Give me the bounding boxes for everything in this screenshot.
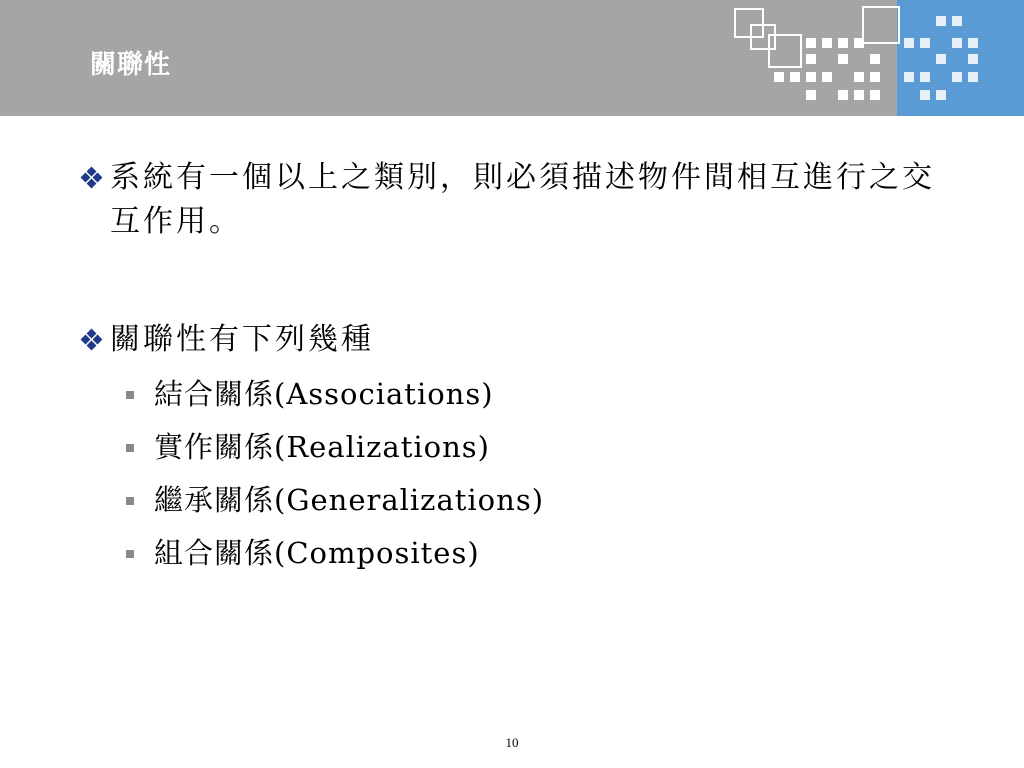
deco-square (822, 38, 832, 48)
deco-square (870, 54, 880, 64)
deco-square (854, 38, 864, 48)
slide-title: 關聯性 (90, 50, 172, 80)
deco-square (822, 72, 832, 82)
four-diamond-icon (76, 318, 110, 362)
deco-square (968, 38, 978, 48)
slide-header (0, 0, 1024, 116)
sub-bullet-text: 繼承關係(Generalizations) (154, 483, 545, 517)
square-bullet-icon (126, 444, 134, 452)
deco-square (968, 54, 978, 64)
deco-square (806, 72, 816, 82)
deco-square (838, 90, 848, 100)
deco-square (920, 38, 930, 48)
sub-bullet-text: 結合關係(Associations) (154, 377, 494, 411)
deco-square (904, 72, 914, 82)
square-bullet-icon (126, 550, 134, 558)
deco-square (854, 72, 864, 82)
deco-square (806, 90, 816, 100)
sub-bullet-item (126, 427, 490, 467)
sub-bullet-item (126, 533, 480, 573)
deco-outline-square (768, 34, 802, 68)
bullet-item (76, 318, 950, 362)
deco-square (806, 38, 816, 48)
deco-square (952, 16, 962, 26)
sub-bullet-text: 組合關係(Composites) (154, 536, 480, 570)
deco-square (838, 38, 848, 48)
deco-square (968, 72, 978, 82)
deco-square (936, 90, 946, 100)
deco-square (952, 38, 962, 48)
deco-square (920, 72, 930, 82)
deco-square (774, 72, 784, 82)
deco-square (936, 54, 946, 64)
page-number: 10 (505, 735, 519, 750)
deco-square (920, 90, 930, 100)
deco-square (870, 90, 880, 100)
deco-square (854, 90, 864, 100)
deco-square (838, 54, 848, 64)
four-diamond-icon (76, 156, 110, 200)
bullet-item (76, 156, 950, 244)
sub-bullet-item (126, 374, 494, 414)
deco-square (870, 72, 880, 82)
bullet-text: 關聯性有下列幾種 (110, 322, 374, 357)
deco-square (952, 72, 962, 82)
deco-square (806, 54, 816, 64)
bullet-text: 系統有一個以上之類別，則必須描述物件間相互進行之交互作用。 (110, 160, 935, 239)
deco-square (936, 16, 946, 26)
deco-square (904, 38, 914, 48)
square-bullet-icon (126, 391, 134, 399)
deco-square (790, 72, 800, 82)
sub-bullet-text: 實作關係(Realizations) (154, 430, 490, 464)
sub-bullet-item (126, 480, 544, 520)
deco-outline-square (862, 6, 900, 44)
square-bullet-icon (126, 497, 134, 505)
